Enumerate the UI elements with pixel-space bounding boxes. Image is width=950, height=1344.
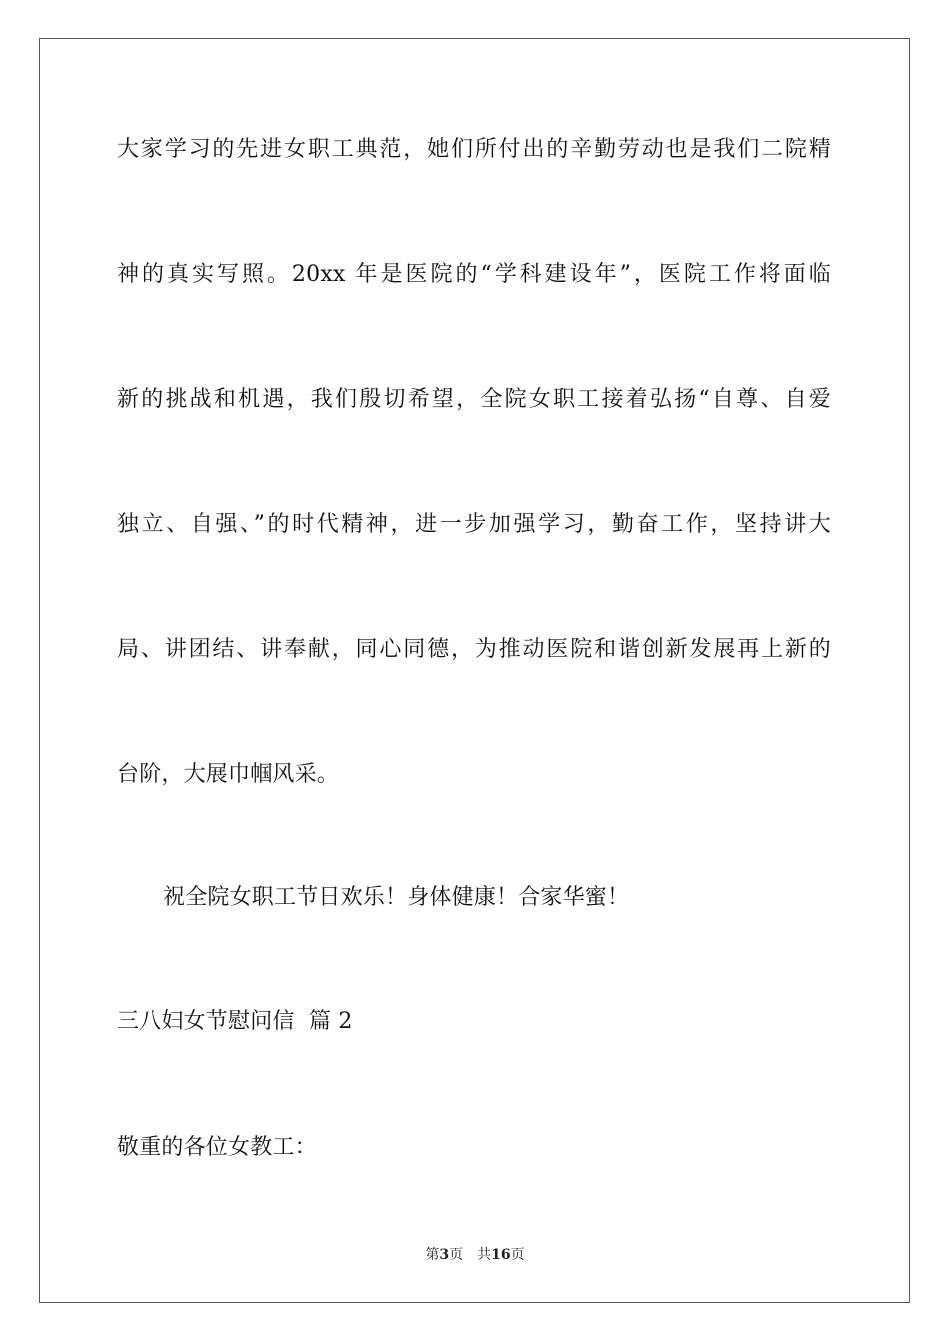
total-pages: 16	[491, 1247, 511, 1263]
total-prefix: 共	[477, 1247, 492, 1263]
page-prefix: 第	[425, 1247, 440, 1263]
section-title: 三八妇女节慰问信 篇 2	[117, 1009, 353, 1034]
greeting-line: 祝全院女职工节日欢乐！身体健康！合家华蜜！	[163, 885, 630, 910]
page-border	[39, 38, 910, 1303]
page-footer	[0, 1245, 950, 1265]
body-line-6: 台阶，大展巾帼风采。	[117, 762, 340, 787]
salutation: 敬重的各位女教工：	[117, 1135, 317, 1160]
body-line-3: 新的挑战和机遇，我们殷切希望，全院女职工接着弘扬“自尊、自爱	[117, 387, 831, 412]
total-suffix: 页	[510, 1247, 525, 1263]
page-number: 3	[439, 1247, 450, 1263]
body-line-2: 神的真实写照。20xx 年是医院的“学科建设年”，医院工作将面临	[117, 262, 831, 287]
page-suffix: 页	[449, 1247, 464, 1263]
body-line-1: 大家学习的先进女职工典范，她们所付出的辛勤劳动也是我们二院精	[117, 137, 831, 162]
body-line-5: 局、讲团结、讲奉献，同心同德，为推动医院和谐创新发展再上新的	[117, 637, 831, 662]
body-line-4: 独立、自强、”的时代精神，进一步加强学习，勤奋工作，坚持讲大	[117, 512, 831, 537]
